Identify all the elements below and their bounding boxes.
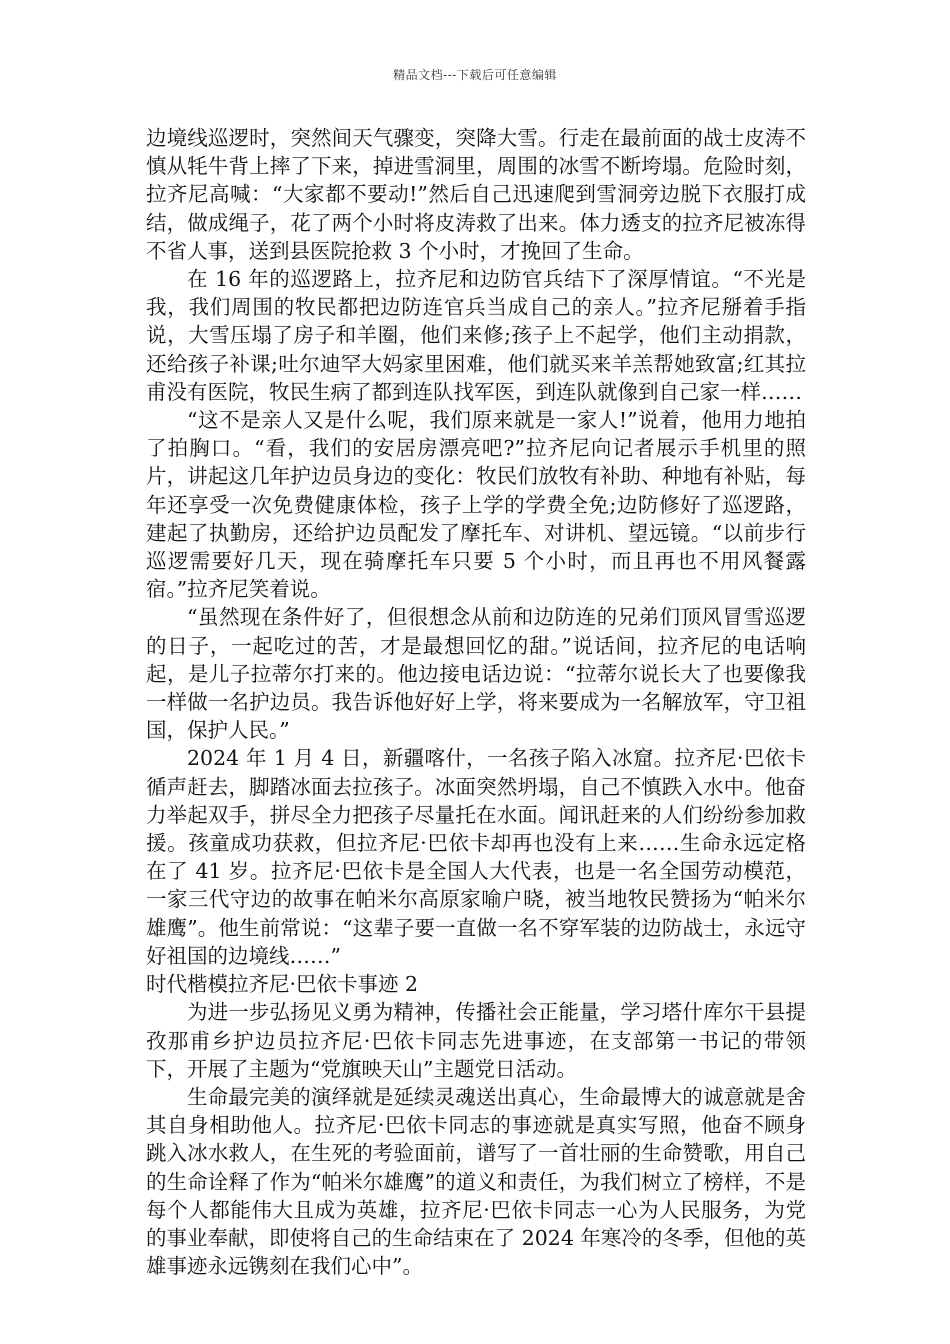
- paragraph-son-phone-call: “虽然现在条件好了，但很想念从前和边防连的兄弟们顶风冒雪巡逻的日子，一起吃过的苦，才是最想回忆的甜。”说话间，拉齐尼的电话响起，是儿子拉蒂尔打来的。他边接电话边说：“拉蒂尔说长大了也要像我一样做一名护边员。我告诉他好好上学，将来要成为一名解放军，守卫祖国，保护人民。”: [146, 605, 806, 743]
- paragraph-rescue-snowstorm: 边境线巡逻时，突然间天气骤变，突降大雪。行走在最前面的战士皮涛不慎从牦牛背上摔了下来，掉进雪洞里，周围的冰雪不断垮塌。危险时刻，拉齐尼高喊：“大家都不要动!”然后自己迅速爬到雪洞旁边脱下衣服打成结，做成绳子，花了两个小时将皮涛救了出来。体力透支的拉齐尼被冻得不省人事，送到县医院抢救 3 个小时，才挽回了生命。: [146, 126, 806, 263]
- document-body: [146, 124, 806, 1280]
- paragraph-family-changes: “这不是亲人又是什么呢，我们原来就是一家人!”说着，他用力地拍了拍胸口。“看，我们的安居房漂亮吧?”拉齐尼向记者展示手机里的照片，讲起这几年护边员身边的变化：牧民们放牧有补助、种地有补贴，每年还享受一次免费健康体检，孩子上学的学费全免;边防修好了巡逻路，建起了执勤房，还给护边员配发了摩托车、对讲机、望远镜。“以前步行巡逻需要好几天，现在骑摩托车只要 5 个小时，而且再也不用风餐露宿。”拉齐尼笑着说。: [146, 408, 806, 602]
- paragraph-ice-rescue: 2024 年 1 月 4 日，新疆喀什，一名孩子陷入冰窟。拉齐尼·巴依卡循声赶去，脚踏冰面去拉孩子。冰面突然坍塌，自己不慎跌入水中。他奋力举起双手，拼尽全力把孩子尽量托在水面。闻讯赶来的人们纷纷参加救援。孩童成功获救，但拉齐尼·巴依卡却再也没有上来……生命永远定格在了 41 岁。拉齐尼·巴依卡是全国人大代表，也是一名全国劳动模范，一家三代守边的故事在帕米尔高原家喻户晓，被当地牧民赞扬为“帕米尔雄鹰”。他生前常说：“这辈子要一直做一名不穿军装的边防战士，永远守好祖国的边境线……”: [146, 746, 806, 968]
- paragraph-party-activity: 为进一步弘扬见义勇为精神，传播社会正能量，学习塔什库尔干县提孜那甫乡护边员拉齐尼·巴依卡同志先进事迹，在支部第一书记的带领下，开展了主题为“党旗映天山”主题党日活动。: [146, 1000, 806, 1081]
- section-title: 时代楷模拉齐尼·巴依卡事迹 2: [146, 972, 419, 997]
- page-header: 精品文档---下载后可任意编辑: [393, 68, 557, 82]
- paragraph-patrol-friendship: 在 16 年的巡逻路上，拉齐尼和边防官兵结下了深厚情谊。“不光是我，我们周围的牧民都把边防连官兵当成自己的亲人。”拉齐尼掰着手指说，大雪压塌了房子和羊圈，他们来修;孩子上不起学，他们主动捐款，还给孩子补课;吐尔迪罕大妈家里困难，他们就买来羊羔帮她致富;红其拉甫没有医院，牧民生病了都到连队找军医，到连队就像到自己家一样……: [146, 267, 806, 404]
- paragraph-hero-tribute: 生命最完美的演绎就是延续灵魂送出真心，生命最博大的诚意就是舍其自身相助他人。拉齐尼·巴依卡同志的事迹就是真实写照，他奋不顾身跳入冰水救人，在生死的考验面前，谱写了一首壮丽的生命赞歌，用自己的生命诠释了作为“帕米尔雄鹰”的道义和责任，为我们树立了榜样，不是每个人都能伟大且成为英雄，拉齐尼·巴依卡同志一心为人民服务，为党的事业奉献，即使将自己的生命结束在了 2024 年寒冷的冬季，但他的英雄事迹永远镌刻在我们心中”。: [146, 1084, 806, 1279]
